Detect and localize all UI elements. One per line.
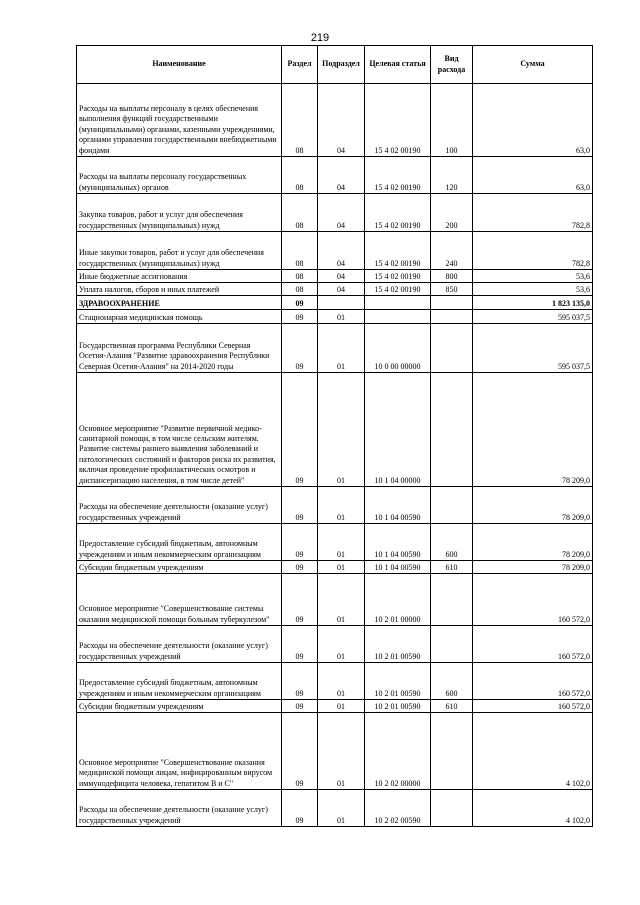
cell-name: Расходы на выплаты персоналу государственных (муниципальных) органов bbox=[77, 157, 282, 194]
cell-target: 15 4 02 00190 bbox=[365, 84, 431, 157]
cell-name: ЗДРАВООХРАНЕНИЕ bbox=[77, 296, 282, 310]
cell-target: 10 1 04 00000 bbox=[365, 373, 431, 487]
cell-name: Основное мероприятие "Развитие первичной медико-санитарной помощи, в том числе сельским жителям. Развитие системы раннего выявления заболеваний и патологических состояний и факторов риска их развития, включая проведение профилактических осмотров и диспансеризацию населения, в том числе детей" bbox=[77, 373, 282, 487]
cell-name: Предоставление субсидий бюджетным, автономным учреждениям и иным некоммерческим организациям bbox=[77, 663, 282, 700]
cell-type bbox=[431, 296, 473, 310]
cell-type: 240 bbox=[431, 232, 473, 270]
cell-subsection: 01 bbox=[318, 310, 365, 324]
cell-subsection: 04 bbox=[318, 194, 365, 232]
cell-type bbox=[431, 373, 473, 487]
cell-sum: 78 209,0 bbox=[473, 561, 593, 574]
cell-sum: 78 209,0 bbox=[473, 524, 593, 561]
cell-sum: 160 572,0 bbox=[473, 626, 593, 663]
table-row bbox=[77, 310, 593, 324]
cell-target: 10 2 02 00590 bbox=[365, 790, 431, 827]
cell-type bbox=[431, 324, 473, 373]
cell-name: Расходы на выплаты персоналу в целях обеспечения выполнения функций государственными (муниципальными) органами, казенными учреждениями, органами управления государственными внебюджетными фондами bbox=[77, 84, 282, 157]
cell-section: 09 bbox=[282, 700, 318, 713]
cell-name: Иные закупки товаров, работ и услуг для обеспечения государственных (муниципальных) нужд bbox=[77, 232, 282, 270]
cell-subsection: 01 bbox=[318, 626, 365, 663]
cell-sum: 4 102,0 bbox=[473, 790, 593, 827]
table-row bbox=[77, 283, 593, 296]
cell-target: 10 2 01 00000 bbox=[365, 574, 431, 626]
cell-sum: 782,8 bbox=[473, 194, 593, 232]
cell-type: 610 bbox=[431, 561, 473, 574]
cell-target bbox=[365, 310, 431, 324]
cell-subsection: 01 bbox=[318, 373, 365, 487]
cell-target: 10 2 01 00590 bbox=[365, 700, 431, 713]
cell-section: 09 bbox=[282, 574, 318, 626]
table-row bbox=[77, 574, 593, 626]
cell-type: 200 bbox=[431, 194, 473, 232]
header-name: Наименование bbox=[77, 46, 282, 84]
cell-subsection: 01 bbox=[318, 561, 365, 574]
cell-type: 120 bbox=[431, 157, 473, 194]
cell-name: Субсидии бюджетным учреждениям bbox=[77, 561, 282, 574]
cell-subsection: 04 bbox=[318, 84, 365, 157]
cell-subsection: 01 bbox=[318, 524, 365, 561]
cell-target bbox=[365, 296, 431, 310]
cell-name: Стационарная медицинская помощь bbox=[77, 310, 282, 324]
cell-type bbox=[431, 310, 473, 324]
header-section: Раздел bbox=[282, 46, 318, 84]
cell-target: 15 4 02 00190 bbox=[365, 157, 431, 194]
cell-subsection: 01 bbox=[318, 790, 365, 827]
cell-sum: 160 572,0 bbox=[473, 700, 593, 713]
cell-section: 08 bbox=[282, 157, 318, 194]
cell-section: 09 bbox=[282, 487, 318, 524]
cell-name: Основное мероприятие "Совершенствование оказания медицинской помощи лицам, инфицированным вирусом иммунодефицита человека, гепатитом B и C" bbox=[77, 713, 282, 790]
cell-section: 09 bbox=[282, 561, 318, 574]
cell-subsection: 01 bbox=[318, 487, 365, 524]
cell-name: Субсидии бюджетным учреждениям bbox=[77, 700, 282, 713]
cell-subsection: 01 bbox=[318, 663, 365, 700]
cell-subsection: 04 bbox=[318, 157, 365, 194]
cell-subsection: 04 bbox=[318, 270, 365, 283]
table-row bbox=[77, 626, 593, 663]
header-type: Вид расхода bbox=[431, 46, 473, 84]
cell-sum: 595 037,5 bbox=[473, 324, 593, 373]
cell-sum: 160 572,0 bbox=[473, 574, 593, 626]
table-row bbox=[77, 194, 593, 232]
cell-name: Расходы на обеспечение деятельности (оказание услуг) государственных учреждений bbox=[77, 626, 282, 663]
table-row bbox=[77, 84, 593, 157]
cell-section: 09 bbox=[282, 713, 318, 790]
cell-type: 600 bbox=[431, 524, 473, 561]
cell-sum: 53,6 bbox=[473, 270, 593, 283]
header-sum: Сумма bbox=[473, 46, 593, 84]
cell-name: Закупка товаров, работ и услуг для обеспечения государственных (муниципальных) нужд bbox=[77, 194, 282, 232]
cell-target: 15 4 02 00190 bbox=[365, 270, 431, 283]
table-row bbox=[77, 790, 593, 827]
cell-section: 09 bbox=[282, 373, 318, 487]
cell-subsection bbox=[318, 296, 365, 310]
cell-section: 09 bbox=[282, 324, 318, 373]
cell-sum: 4 102,0 bbox=[473, 713, 593, 790]
page-number: 219 bbox=[310, 32, 330, 44]
header-target: Целевая статья bbox=[365, 46, 431, 84]
cell-target: 15 4 02 00190 bbox=[365, 283, 431, 296]
cell-sum: 63,0 bbox=[473, 157, 593, 194]
cell-target: 10 1 04 00590 bbox=[365, 561, 431, 574]
cell-section: 08 bbox=[282, 232, 318, 270]
header-subsection: Подраздел bbox=[318, 46, 365, 84]
budget-table bbox=[76, 45, 593, 827]
cell-target: 10 0 00 00000 bbox=[365, 324, 431, 373]
cell-target: 10 1 04 00590 bbox=[365, 524, 431, 561]
cell-sum: 53,6 bbox=[473, 283, 593, 296]
cell-sum: 160 572,0 bbox=[473, 663, 593, 700]
cell-section: 09 bbox=[282, 663, 318, 700]
table-row bbox=[77, 270, 593, 283]
cell-type: 850 bbox=[431, 283, 473, 296]
cell-sum: 78 209,0 bbox=[473, 487, 593, 524]
cell-name: Иные бюджетные ассигнования bbox=[77, 270, 282, 283]
cell-subsection: 01 bbox=[318, 324, 365, 373]
table-header-row bbox=[77, 46, 593, 84]
cell-section: 09 bbox=[282, 524, 318, 561]
cell-type bbox=[431, 790, 473, 827]
cell-section: 08 bbox=[282, 283, 318, 296]
cell-section: 09 bbox=[282, 296, 318, 310]
cell-target: 10 2 02 00000 bbox=[365, 713, 431, 790]
cell-target: 10 2 01 00590 bbox=[365, 663, 431, 700]
table-row bbox=[77, 663, 593, 700]
cell-sum: 1 823 135,0 bbox=[473, 296, 593, 310]
cell-section: 09 bbox=[282, 626, 318, 663]
cell-name: Расходы на обеспечение деятельности (оказание услуг) государственных учреждений bbox=[77, 487, 282, 524]
table-row bbox=[77, 700, 593, 713]
cell-section: 09 bbox=[282, 310, 318, 324]
cell-type: 610 bbox=[431, 700, 473, 713]
table-row bbox=[77, 487, 593, 524]
table-row bbox=[77, 324, 593, 373]
cell-section: 08 bbox=[282, 270, 318, 283]
cell-type bbox=[431, 713, 473, 790]
table-row bbox=[77, 561, 593, 574]
cell-type: 600 bbox=[431, 663, 473, 700]
cell-subsection: 04 bbox=[318, 232, 365, 270]
table-row bbox=[77, 373, 593, 487]
cell-sum: 78 209,0 bbox=[473, 373, 593, 487]
cell-target: 15 4 02 00190 bbox=[365, 232, 431, 270]
table-row bbox=[77, 296, 593, 310]
cell-name: Уплата налогов, сборов и иных платежей bbox=[77, 283, 282, 296]
table-row bbox=[77, 524, 593, 561]
cell-section: 08 bbox=[282, 194, 318, 232]
cell-type bbox=[431, 574, 473, 626]
cell-subsection: 01 bbox=[318, 574, 365, 626]
cell-subsection: 01 bbox=[318, 700, 365, 713]
cell-target: 10 2 01 00590 bbox=[365, 626, 431, 663]
cell-subsection: 01 bbox=[318, 713, 365, 790]
cell-target: 10 1 04 00590 bbox=[365, 487, 431, 524]
cell-type bbox=[431, 626, 473, 663]
cell-section: 09 bbox=[282, 790, 318, 827]
table-row bbox=[77, 713, 593, 790]
cell-name: Основное мероприятие "Совершенствование системы оказания медицинской помощи больным туберкулезом" bbox=[77, 574, 282, 626]
cell-type bbox=[431, 487, 473, 524]
cell-subsection: 04 bbox=[318, 283, 365, 296]
cell-type: 800 bbox=[431, 270, 473, 283]
table-row bbox=[77, 232, 593, 270]
table-row bbox=[77, 157, 593, 194]
cell-name: Предоставление субсидий бюджетным, автономным учреждениям и иным некоммерческим организациям bbox=[77, 524, 282, 561]
cell-sum: 595 037,5 bbox=[473, 310, 593, 324]
cell-name: Расходы на обеспечение деятельности (оказание услуг) государственных учреждений bbox=[77, 790, 282, 827]
cell-type: 100 bbox=[431, 84, 473, 157]
cell-section: 08 bbox=[282, 84, 318, 157]
cell-sum: 63,0 bbox=[473, 84, 593, 157]
cell-name: Государственная программа Республики Северная Осетия-Алания "Развитие здравоохранения Республики Северная Осетия-Алания" на 2014-2020 годы bbox=[77, 324, 282, 373]
cell-target: 15 4 02 00190 bbox=[365, 194, 431, 232]
cell-sum: 782,8 bbox=[473, 232, 593, 270]
